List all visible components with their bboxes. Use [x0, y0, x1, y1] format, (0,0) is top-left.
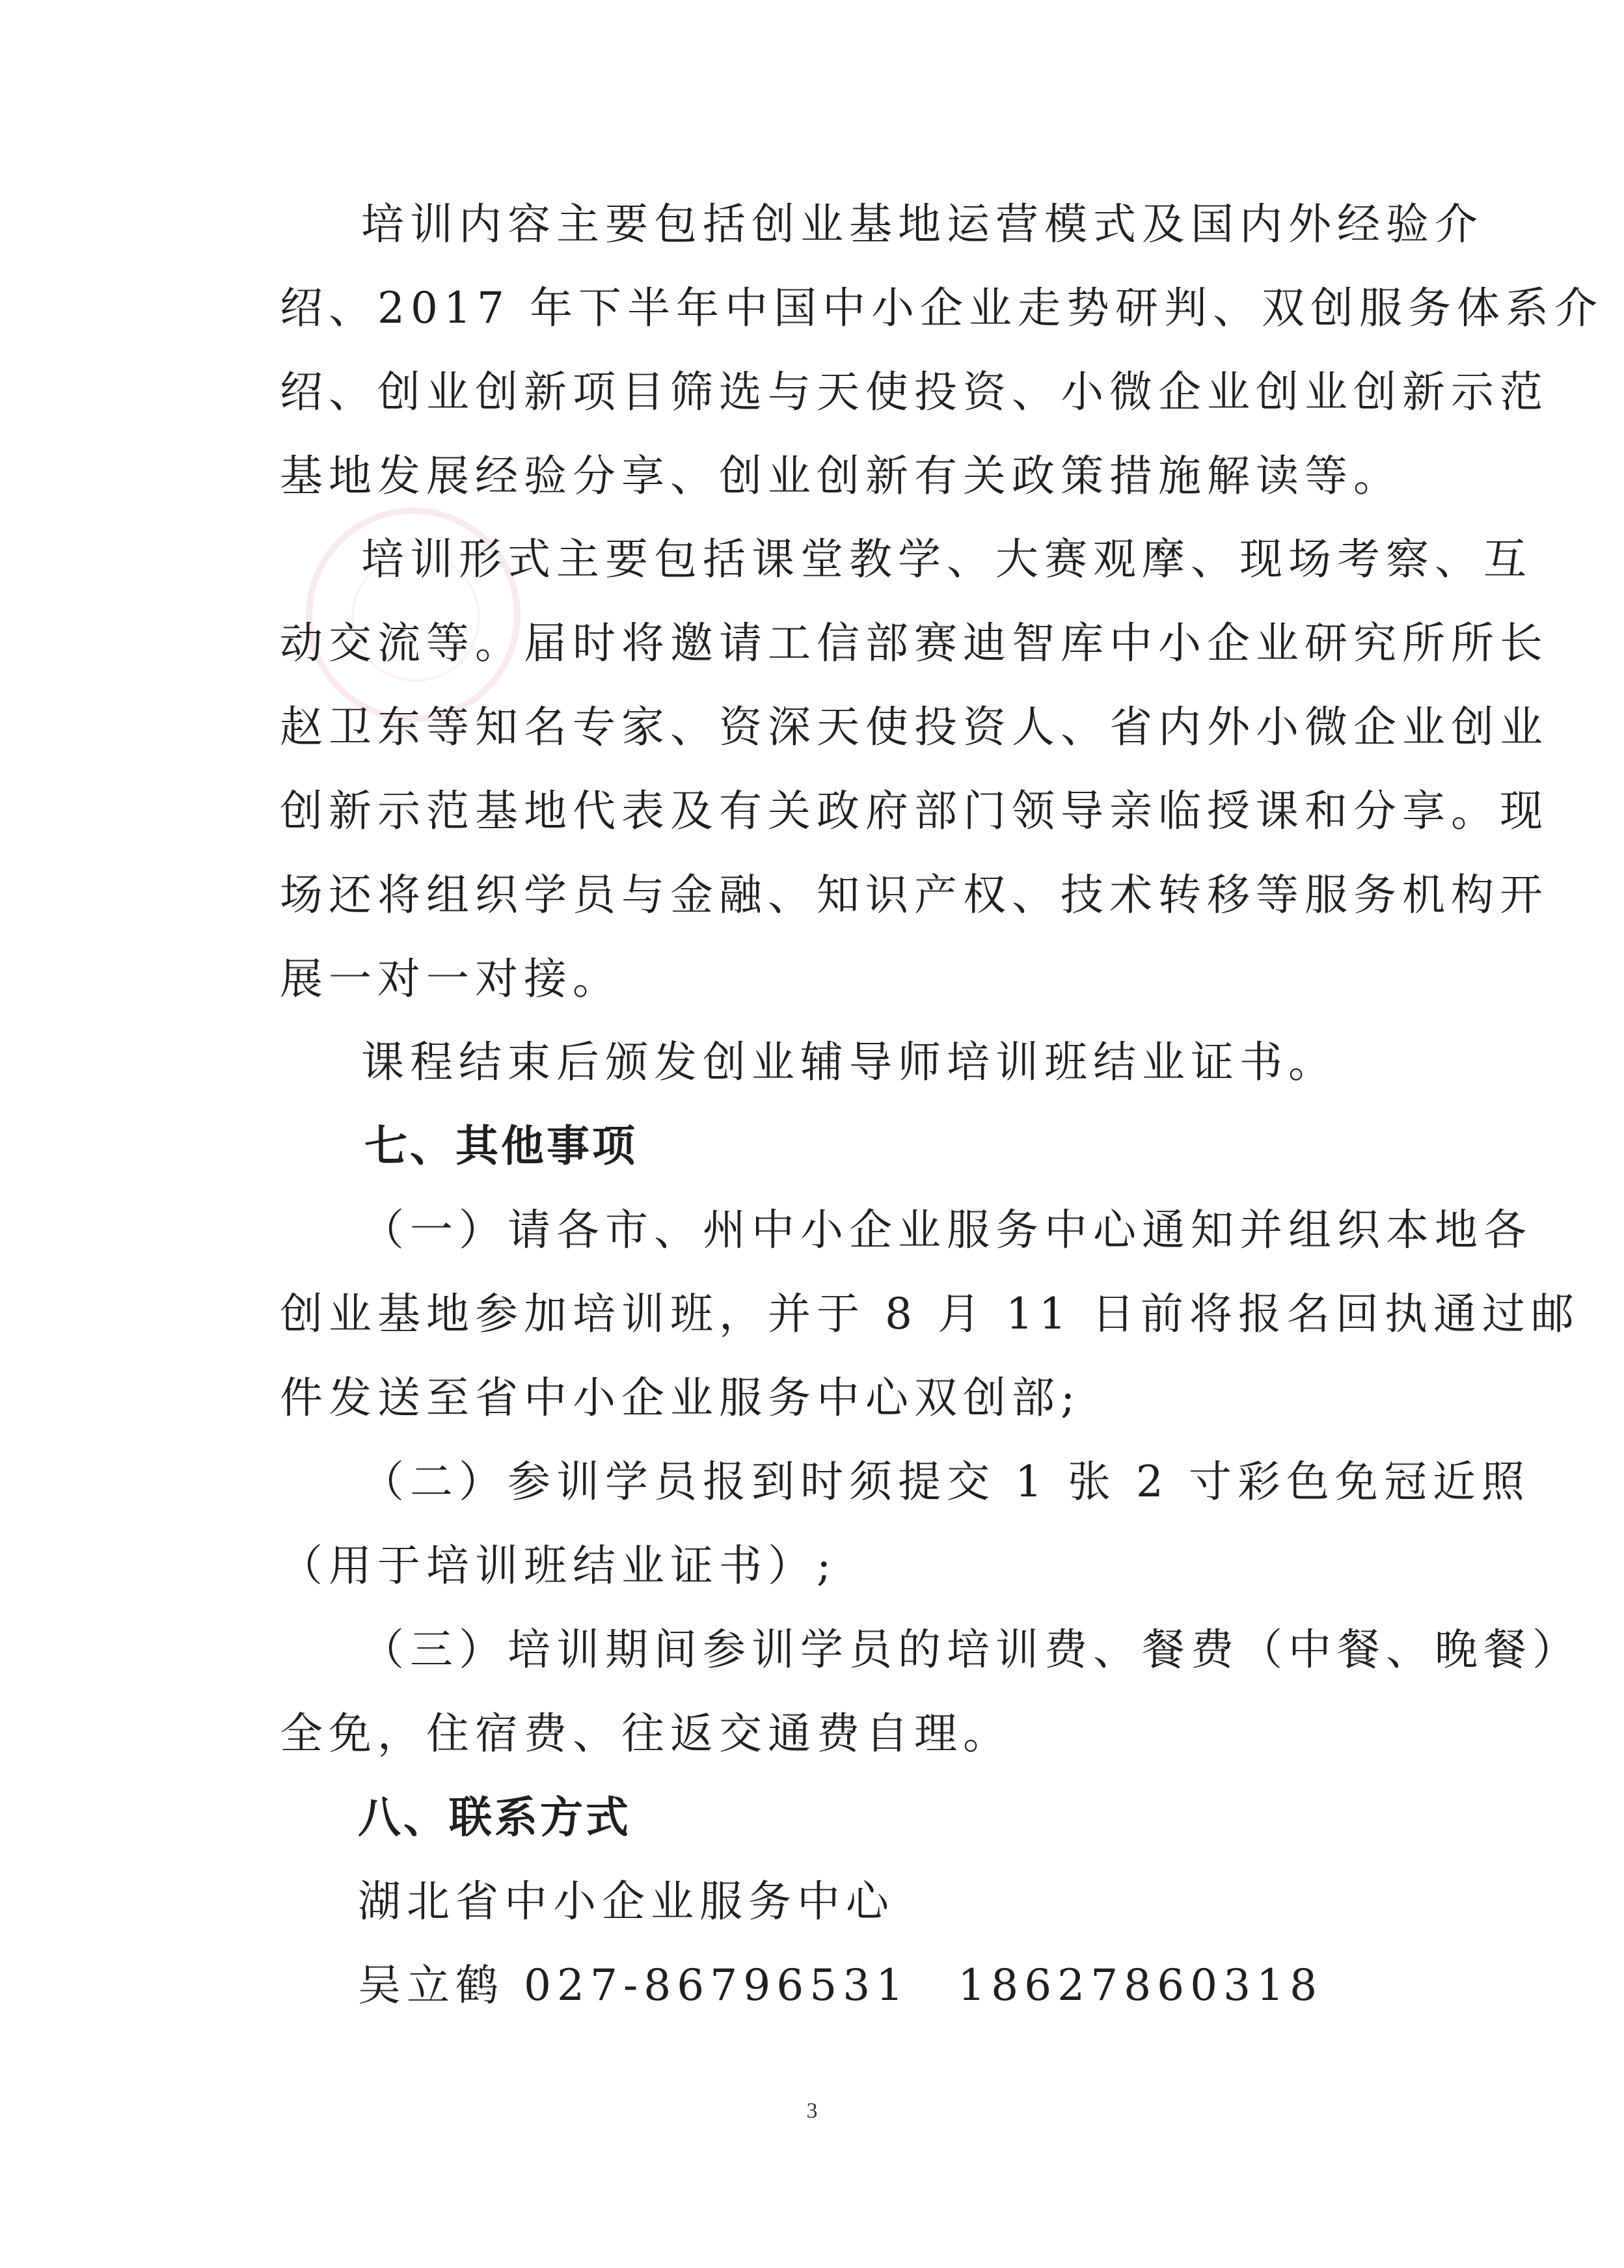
page-number: 3	[806, 2099, 818, 2123]
section-8-heading: 八、联系方式	[358, 1792, 631, 1843]
item-1-line-3: 件发送至省中小企业服务中心双创部;	[280, 1373, 1081, 1423]
item-1-line-2: 创业基地参加培训班，并于 8 月 11 日前将报名回执通过邮	[280, 1289, 1580, 1339]
contact-organization: 湖北省中小企业服务中心	[358, 1876, 895, 1926]
format-line-3: 赵卫东等知名专家、资深天使投资人、省内外小微企业创业	[280, 702, 1549, 752]
item-2-line-1: （二）参训学员报到时须提交 1 张 2 寸彩色免冠近照	[361, 1457, 1530, 1507]
content-line-2: 绍、2017 年下半年中国中小企业走势研判、双创服务体系介	[280, 283, 1603, 333]
content-line-3: 绍、创业创新项目筛选与天使投资、小微企业创业创新示范	[280, 367, 1549, 417]
format-line-5: 场还将组织学员与金融、知识产权、技术转移等服务机构开	[280, 870, 1549, 920]
format-line-1: 培训形式主要包括课堂教学、大赛观摩、现场考察、互	[361, 534, 1532, 584]
item-3-line-1: （三）培训期间参训学员的培训费、餐费（中餐、晚餐）	[361, 1625, 1581, 1675]
format-line-2: 动交流等。届时将邀请工信部赛迪智库中小企业研究所所长	[280, 618, 1549, 668]
content-line-1: 培训内容主要包括创业基地运营模式及国内外经验介	[361, 199, 1483, 249]
section-7-heading: 七、其他事项	[364, 1121, 638, 1171]
item-2-line-2: （用于培训班结业证书）;	[280, 1541, 837, 1591]
item-3-line-2: 全免，住宿费、往返交通费自理。	[280, 1708, 1012, 1759]
contact-person-phone: 吴立鹤 027-86796531 18627860318	[358, 1960, 1323, 2010]
format-line-4: 创新示范基地代表及有关政府部门领导亲临授课和分享。现	[280, 786, 1549, 836]
certificate-line: 课程结束后颁发创业辅导师培训班结业证书。	[361, 1037, 1337, 1087]
content-line-4: 基地发展经验分享、创业创新有关政策措施解读等。	[280, 451, 1402, 501]
item-1-line-1: （一）请各市、州中小企业服务中心通知并组织本地各	[361, 1205, 1532, 1255]
format-line-6: 展一对一对接。	[280, 954, 621, 1004]
